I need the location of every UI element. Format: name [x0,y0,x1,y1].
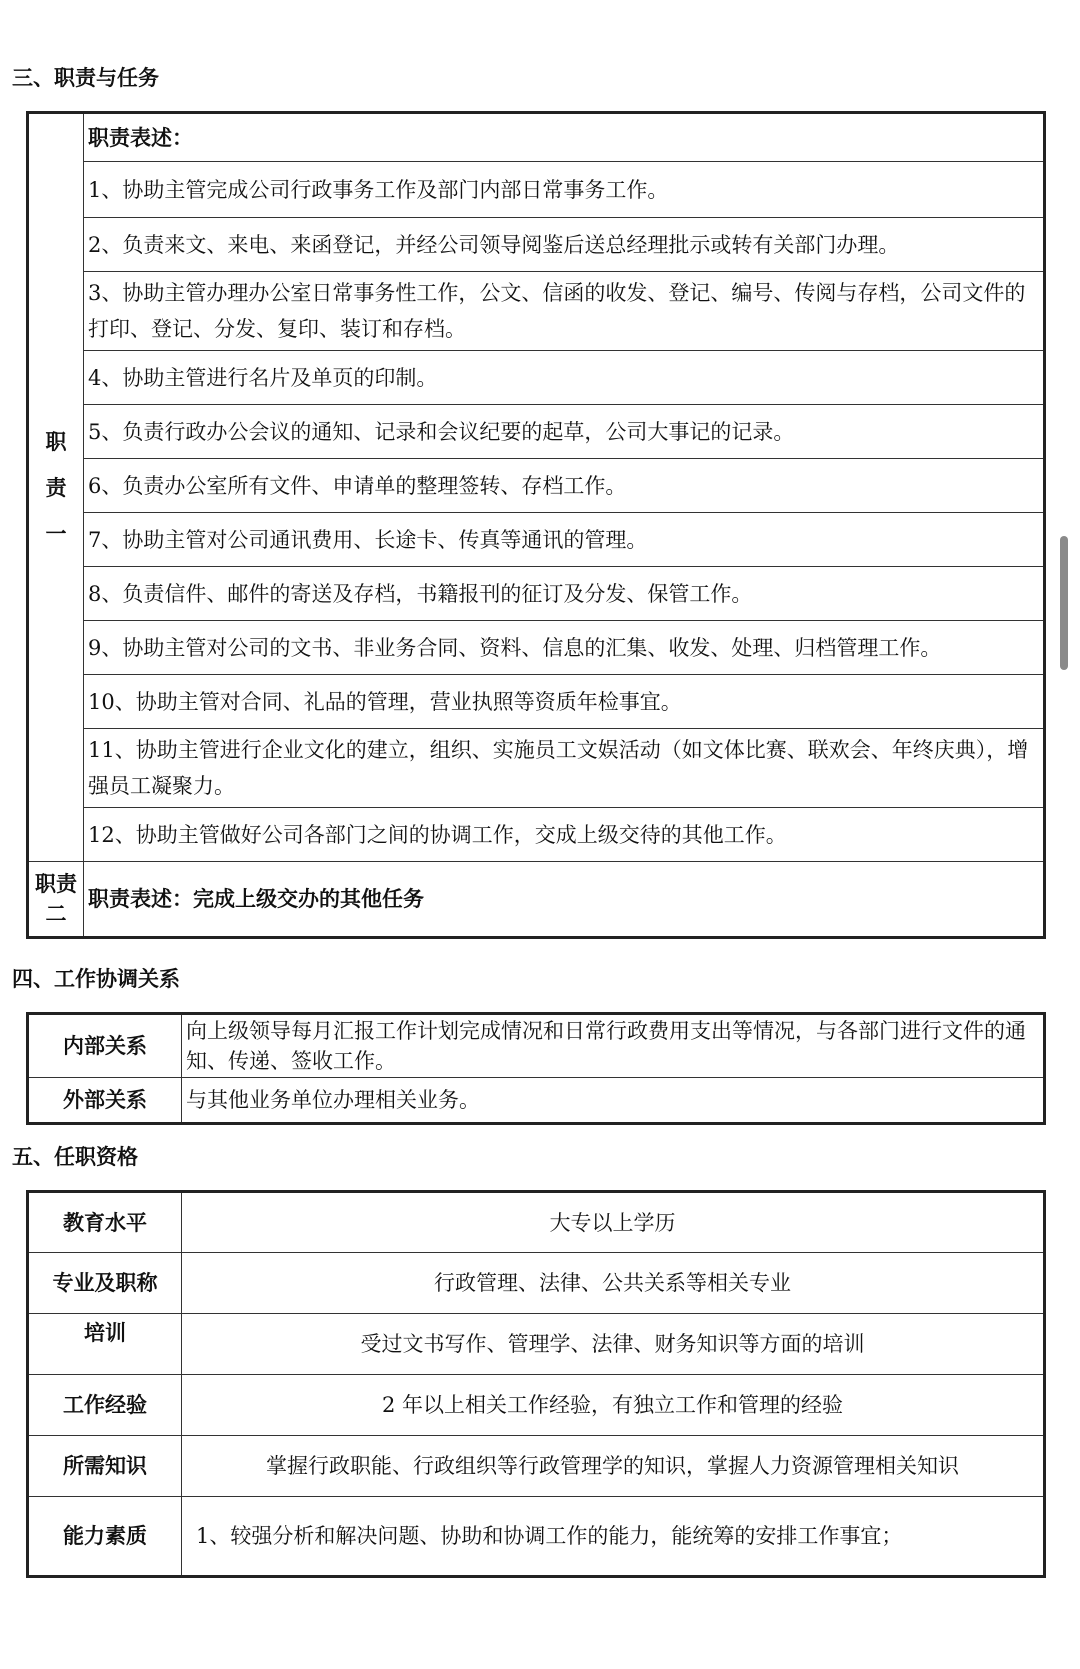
duty1-label-char: 职 [45,429,67,454]
duty-item: 10、协助主管对合同、礼品的管理，营业执照等资质年检事宜。 [84,675,1045,729]
coordination-table [26,1012,1046,1125]
duty2-text: 职责表述：完成上级交办的其他任务 [84,862,1045,938]
coord-value-internal: 向上级领导每月汇报工作计划完成情况和日常行政费用支出等情况，与各部门进行文件的通知、传递、签收工作。 [182,1014,1045,1078]
duty1-label-char: 一 [45,521,67,546]
qual-label: 所需知识 [28,1436,182,1497]
qual-label: 专业及职称 [28,1253,182,1314]
duty-item: 5、负责行政办公会议的通知、记录和会议纪要的起草，公司大事记的记录。 [84,405,1045,459]
qual-value: 2 年以上相关工作经验，有独立工作和管理的经验 [182,1375,1045,1436]
duty-item: 8、负责信件、邮件的寄送及存档，书籍报刊的征订及分发、保管工作。 [84,567,1045,621]
duty-item: 2、负责来文、来电、来函登记，并经公司领导阅鉴后送总经理批示或转有关部门办理。 [84,218,1045,272]
duty-item: 12、协助主管做好公司各部门之间的协调工作，交成上级交待的其他工作。 [84,808,1045,862]
duty-item: 11、协助主管进行企业文化的建立，组织、实施员工文娱活动（如文体比赛、联欢会、年终庆典），增强员工凝聚力。 [84,729,1045,808]
duty-item: 3、协助主管办理办公室日常事务性工作，公文、信函的收发、登记、编号、传阅与存档，公司文件的打印、登记、分发、复印、装订和存档。 [84,272,1045,351]
coord-label-external: 外部关系 [28,1078,182,1124]
duty1-header: 职责表述： [84,113,1045,162]
duty-item: 4、协助主管进行名片及单页的印制。 [84,351,1045,405]
qual-value: 行政管理、法律、公共关系等相关专业 [182,1253,1045,1314]
qual-value: 受过文书写作、管理学、法律、财务知识等方面的培训 [182,1314,1045,1375]
section-title-qualifications: 五、任职资格 [12,1145,138,1169]
section-title-duties: 三、职责与任务 [12,66,159,90]
duty2-label [28,862,84,938]
qual-value: 1、较强分析和解决问题、协助和协调工作的能力，能统筹的安排工作事宜； [182,1497,1045,1577]
duty1-label [28,113,84,862]
qual-label: 工作经验 [28,1375,182,1436]
qual-value: 掌握行政职能、行政组织等行政管理学的知识，掌握人力资源管理相关知识 [182,1436,1045,1497]
duty-item: 6、负责办公室所有文件、申请单的整理签转、存档工作。 [84,459,1045,513]
coord-value-external: 与其他业务单位办理相关业务。 [182,1078,1045,1124]
qual-value: 大专以上学历 [182,1192,1045,1253]
duty2-label-line: 二 [45,902,67,926]
qual-label: 教育水平 [28,1192,182,1253]
qualifications-table [26,1190,1046,1578]
qual-label: 培训 [28,1314,182,1375]
duties-table [26,111,1046,939]
section-title-coordination: 四、工作协调关系 [12,967,180,991]
duty1-label-char: 责 [45,475,67,500]
qual-label: 能力素质 [28,1497,182,1577]
duty-item: 9、协助主管对公司的文书、非业务合同、资料、信息的汇集、收发、处理、归档管理工作。 [84,621,1045,675]
scrollbar-thumb[interactable] [1060,536,1068,670]
duty-item: 1、协助主管完成公司行政事务工作及部门内部日常事务工作。 [84,162,1045,218]
duty2-label-line: 职责 [35,872,77,896]
coord-label-internal: 内部关系 [28,1014,182,1078]
duty-item: 7、协助主管对公司通讯费用、长途卡、传真等通讯的管理。 [84,513,1045,567]
